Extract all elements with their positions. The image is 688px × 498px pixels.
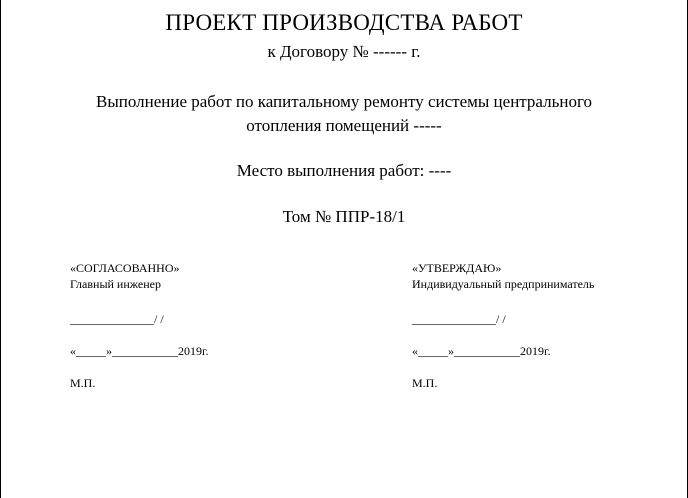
approved-role: Индивидуальный предприниматель xyxy=(412,277,595,291)
agreed-heading: «СОГЛАСОВАННО» xyxy=(70,261,180,275)
approved-date-line: «_____»___________2019г. xyxy=(412,344,551,358)
agreed-date-line: «_____»___________2019г. xyxy=(70,344,209,358)
document-title: ПРОЕКТ ПРОИЗВОДСТВА РАБОТ xyxy=(165,10,523,35)
agreed-role: Главный инженер xyxy=(70,277,161,291)
approval-block-agreed xyxy=(70,261,330,401)
agreed-stamp-place: М.П. xyxy=(70,376,96,390)
work-place: Место выполнения работ: ---- xyxy=(236,161,452,180)
volume-number: Том № ППР-18/1 xyxy=(282,207,406,226)
work-description-line-1: Выполнение работ по капитальному ремонту системы центрального xyxy=(95,92,593,111)
approved-heading: «УТВЕРЖДАЮ» xyxy=(412,261,502,275)
approved-signature-line: ______________/ / xyxy=(412,312,506,326)
work-description-line-2: отопления помещений ----- xyxy=(246,116,442,135)
approved-stamp-place: М.П. xyxy=(412,376,438,390)
work-description xyxy=(1,90,687,138)
agreed-signature-line: ______________/ / xyxy=(70,312,164,326)
approval-block-approved xyxy=(412,261,672,401)
contract-reference: к Договору № ------ г. xyxy=(267,42,421,61)
